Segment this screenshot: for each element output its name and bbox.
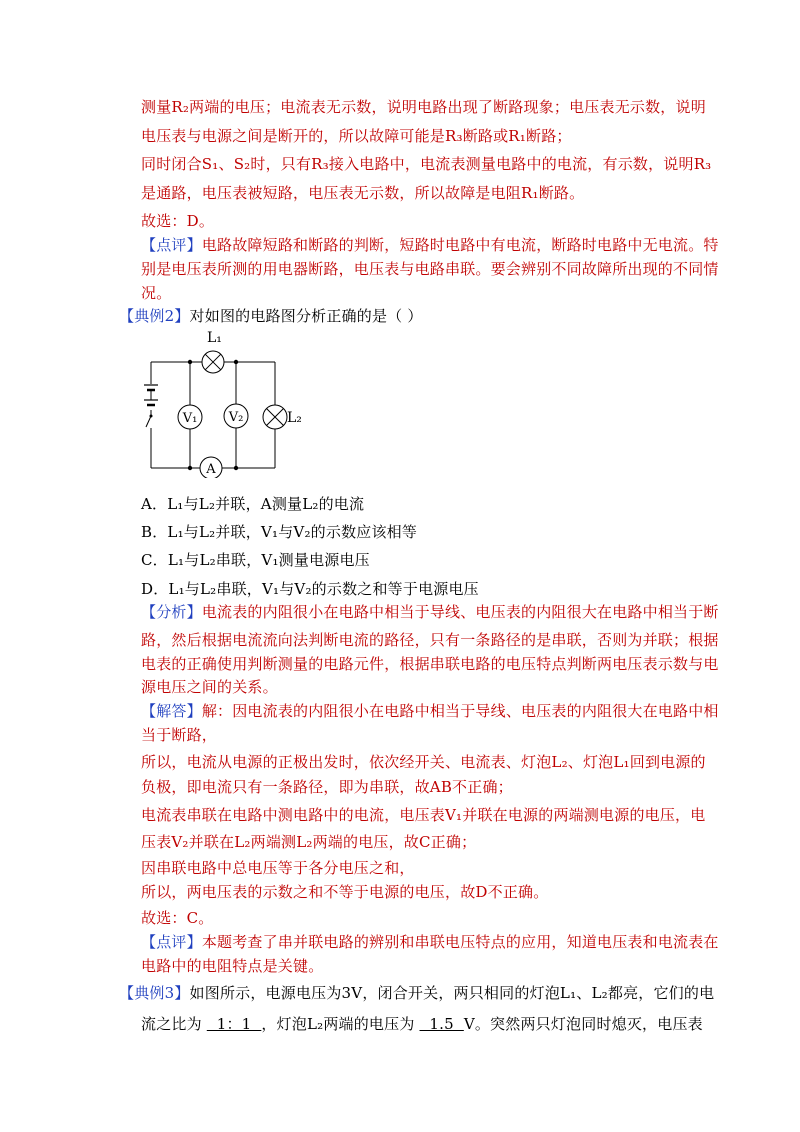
question-line [141, 1014, 703, 1034]
lamp-l1 [202, 330, 224, 373]
option-a: A．L₁与L₂并联，A测量L₂的电流 [141, 495, 365, 513]
lamp-l2 [263, 405, 302, 429]
analysis-tag: 【分析】 [141, 603, 202, 621]
answer-line: 故选：D。 [141, 212, 215, 230]
example-tag: 【典例2】 [119, 307, 190, 325]
option-c: C．L₁与L₂串联，V₁测量电源电压 [141, 551, 370, 569]
analysis-line: 路，然后根据电流流向法判断电流的路径，只有一条路径的是串联，否则为并联；根据 [141, 631, 719, 649]
voltmeter-v1 [178, 405, 202, 429]
question-line [119, 306, 423, 326]
comment-line: 况。 [141, 284, 172, 302]
circuit-diagram [135, 328, 310, 478]
solution-line: 所以，两电压表的示数之和不等于电源的电压，故D不正确。 [141, 883, 549, 901]
voltmeter-v2 [224, 404, 248, 428]
comment-text: 本题考查了串并联电路的辨别和串联电压特点的应用，知道电压表和电流表在 [201, 933, 719, 951]
answer-blank-2: 1.5 [419, 1015, 464, 1033]
battery [144, 385, 158, 405]
text-line: 电压表与电源之间是断开的，所以故障可能是R₃断路或R₁断路； [141, 127, 572, 145]
comment-line: 别是电压表所测的用电器断路，电压表与电路串联。要会辨别不同故障所出现的不同情 [141, 260, 719, 278]
voltmeter-v1-label: V₁ [182, 411, 198, 426]
solution-line: 负极，即电流只有一条路径，即为串联，故AB不正确； [141, 778, 513, 796]
analysis-line: 电表的正确使用判断测量的电路元件，根据串联电路的电压特点判断两电压表示数与电 [141, 655, 719, 673]
comment-line: 电路中的电阻特点是关键。 [141, 957, 324, 975]
text-line: 同时闭合S₁、S₂时，只有R₃接入电路中，电流表测量电路中的电流，有示数，说明R₃ [141, 155, 712, 173]
answer-line: 故选：C。 [141, 909, 214, 927]
solution-line [141, 701, 719, 721]
question-line [119, 983, 714, 1003]
option-d: D．L₁与L₂串联，V₁与V₂的示数之和等于电源电压 [141, 580, 479, 598]
voltmeter-v2-label: V₂ [228, 410, 244, 425]
text-line: 测量R₂两端的电压；电流表无示数，说明电路出现了断路现象；电压表无示数，说明 [141, 98, 706, 116]
comment-tag: 【点评】 [141, 933, 202, 951]
solution-text: 解：因电流表的内阻很小在电路中相当于导线、电压表的内阻很大在电路中相 [201, 702, 719, 720]
ammeter-label: A [206, 462, 216, 477]
lamp-l2-label: L₂ [287, 410, 302, 426]
example-tag: 【典例3】 [119, 984, 190, 1002]
solution-line: 因串联电路中总电压等于各分电压之和， [141, 859, 415, 877]
text-line: 是通路，电压表被短路，电压表无示数，所以故障是电阻R₁断路。 [141, 184, 585, 202]
ammeter [200, 457, 222, 478]
solution-line: 电流表串联在电路中测电路中的电流，电压表V₁并联在电源的两端测电源的电压，电 [141, 806, 706, 824]
question-text: 对如图的电路图分析正确的是（ ） [189, 307, 423, 325]
switch-blade [146, 416, 151, 427]
comment-line [141, 235, 719, 255]
analysis-line [141, 602, 719, 622]
answer-blank-1: 1：1 [206, 1015, 262, 1033]
question-text: ，灯泡L₂两端的电压为 [261, 1015, 415, 1033]
solution-tag: 【解答】 [141, 702, 202, 720]
analysis-line: 源电压之间的关系。 [141, 678, 278, 696]
question-text: V。突然两只灯泡同时熄灭，电压表 [463, 1015, 703, 1033]
lamp-l1-label: L₁ [207, 330, 222, 346]
solution-line: 所以，电流从电源的正极出发时，依次经开关、电流表、灯泡L₂、灯泡L₁回到电源的 [141, 753, 706, 771]
question-text: 如图所示，电源电压为3V，闭合开关，两只相同的灯泡L₁、L₂都亮，它们的电 [189, 984, 715, 1002]
comment-line [141, 932, 719, 952]
solution-line: 当于断路， [141, 726, 218, 744]
option-b: B．L₁与L₂并联，V₁与V₂的示数应该相等 [141, 523, 418, 541]
comment-text: 电路故障短路和断路的判断，短路时电路中有电流，断路时电路中无电流。特 [201, 236, 719, 254]
question-text: 流之比为 [141, 1015, 202, 1033]
solution-line: 压表V₂并联在L₂两端测L₂两端的电压，故C正确； [141, 833, 477, 851]
comment-tag: 【点评】 [141, 236, 202, 254]
analysis-text: 电流表的内阻很小在电路中相当于导线、电压表的内阻很大在电路中相当于断 [201, 603, 719, 621]
